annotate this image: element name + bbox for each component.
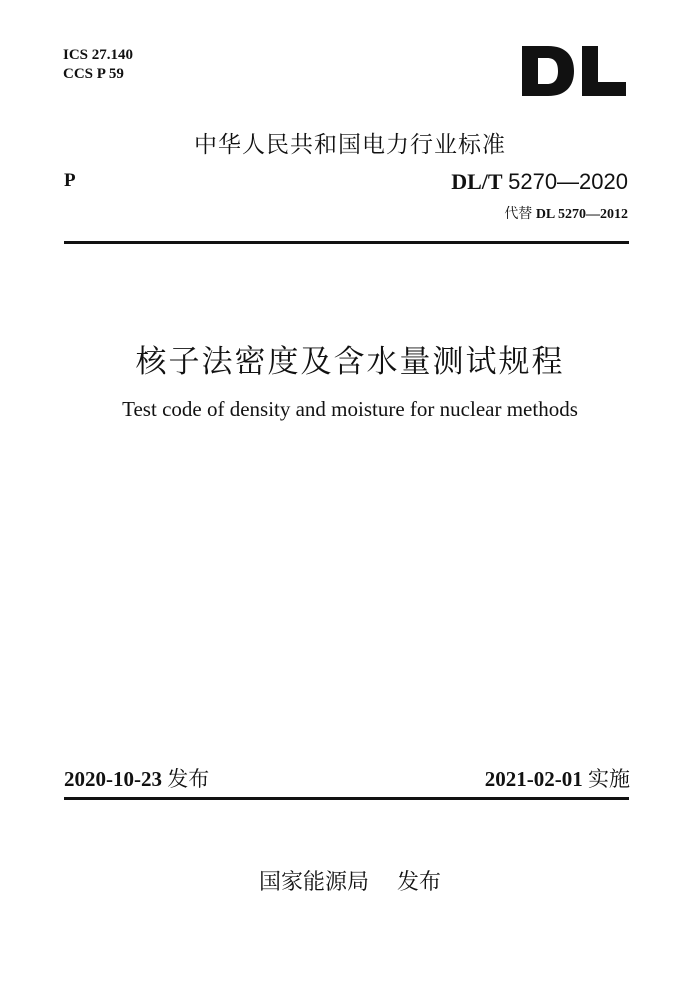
classification-codes <box>63 46 133 84</box>
issuing-authority <box>0 865 700 896</box>
standard-prefix: DL/T <box>451 169 503 194</box>
standard-number-value: 5270—2020 <box>508 169 628 194</box>
standard-category-title: 中华人民共和国电力行业标准 <box>194 132 506 158</box>
classification-letter: P <box>64 170 76 191</box>
ics-code: ICS 27.140 <box>63 47 134 63</box>
issue-date-line <box>64 763 209 793</box>
title-english: Test code of density and moisture for nuclear methods <box>122 397 578 421</box>
bottom-divider <box>64 797 629 800</box>
replaces-label: 代替 <box>504 206 533 222</box>
ccs-code: CCS P 59 <box>63 66 124 82</box>
implementation-date-line <box>485 763 630 793</box>
replaces-standard <box>504 203 628 223</box>
issue-label: 发布 <box>167 767 210 791</box>
standard-number <box>451 169 628 195</box>
replaces-number: DL 5270—2012 <box>535 207 628 222</box>
title-chinese: 核子法密度及含水量测试规程 <box>135 344 565 380</box>
dl-logo <box>520 44 628 98</box>
implementation-date: 2021-02-01 <box>484 767 583 791</box>
issue-date: 2020-10-23 <box>64 767 162 791</box>
implementation-label: 实施 <box>588 767 630 791</box>
dl-logo-mark <box>520 44 628 98</box>
issuer-action: 发布 <box>396 870 441 895</box>
top-divider <box>64 241 629 244</box>
issuer-name: 国家能源局 <box>258 870 369 895</box>
